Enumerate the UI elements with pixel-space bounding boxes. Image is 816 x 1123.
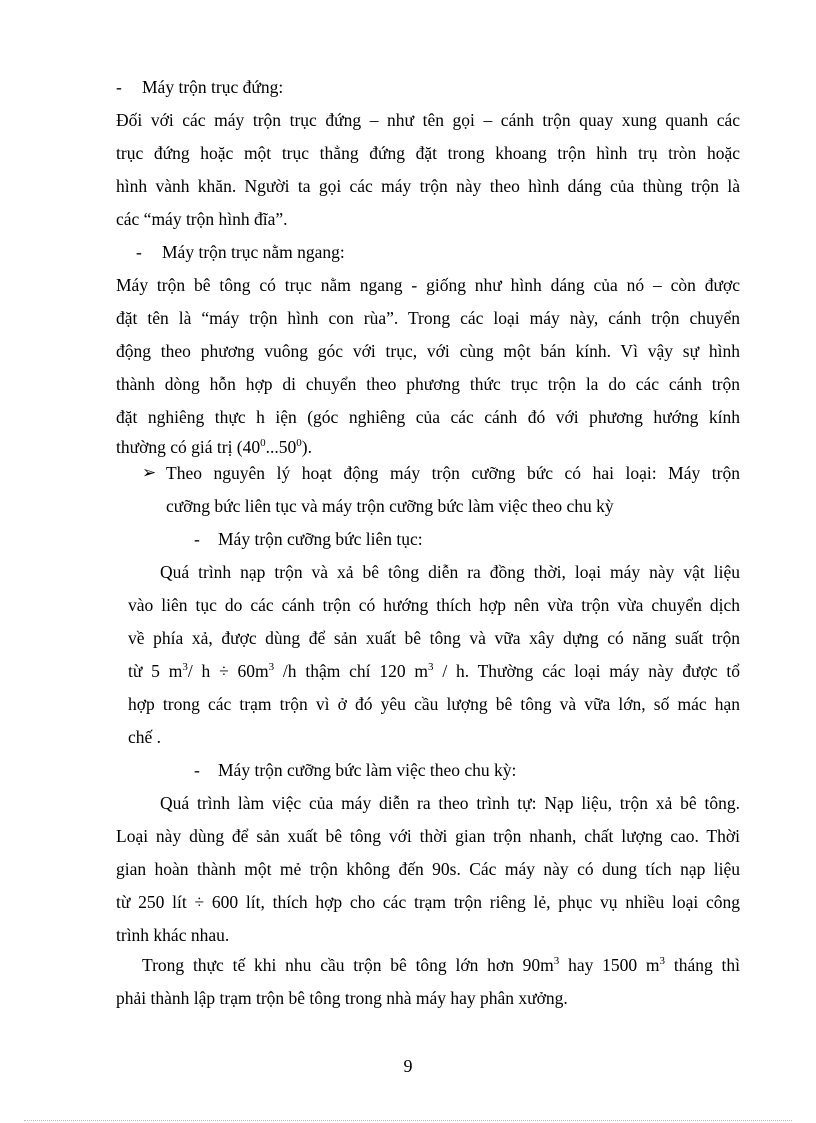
paragraph-line: chế . [128,727,162,747]
paragraph-line: trục đứng hoặc một trục thẳng đứng đặt trong khoang trộn hình trụ tròn hoặc [116,143,740,163]
paragraph-line: gian hoàn thành một mẻ trộn không đến 90s. Các máy này có dung tích nạp liệu [116,859,740,879]
paragraph-line: phải thành lập trạm trộn bê tông trong nhà máy hay phân xưởng. [116,988,568,1008]
text-run: ). [301,437,312,457]
paragraph-line: Máy trộn bê tông có trục nằm ngang - giống như hình dáng của nó – còn được [116,275,740,295]
text-run: từ 5 m [128,661,183,681]
text-run: Trong thực tế khi nhu cầu trộn bê tông lớn hơn 90m [142,955,554,975]
paragraph-line: Loại này dùng để sản xuất bê tông với thời gian trộn nhanh, chất lượng cao. Thời [116,826,740,846]
paragraph-line: hợp trong các trạm trộn vì ở đó yêu cầu lượng bê tông và vữa lớn, số mác hạn [128,694,740,714]
paragraph-line: cưỡng bức liên tục và máy trộn cưỡng bức làm việc theo chu kỳ [166,496,614,516]
superscript: 0 [296,437,302,450]
paragraph-line: Đối với các máy trộn trục đứng – như tên gọi – cánh trộn quay xung quanh các [116,110,740,130]
text-run: ...50 [265,437,297,457]
heading-horizontal-mixer: Máy trộn trục nằm ngang: [162,242,345,262]
paragraph-line: vào liên tục do các cánh trộn có hướng thích hợp nên vừa trộn vừa chuyển dịch [128,595,740,615]
footer-divider [24,1120,792,1121]
list-dash: - [136,242,142,262]
heading-vertical-mixer: Máy trộn trục đứng: [142,77,284,97]
paragraph-line: thành dòng hỗn hợp di chuyển theo phương thức trục trộn la do các cánh trộn [116,374,740,394]
list-dash: - [194,529,200,549]
text-run: tháng thì [665,955,740,975]
superscript: 3 [659,955,666,968]
paragraph-line: Theo nguyên lý hoạt động máy trộn cưỡng bức có hai loại: Máy trộn [166,463,740,483]
heading-continuous-mixer: Máy trộn cưỡng bức liên tục: [218,529,423,549]
list-dash: - [194,760,200,780]
paragraph-line: từ 250 lít ÷ 600 lít, thích hợp cho các trạm trộn riêng lẻ, phục vụ nhiều loại công [116,892,740,912]
text-run: hay 1500 m [559,955,660,975]
superscript: 3 [268,661,275,674]
paragraph-line: về phía xả, được dùng để sản xuất bê tông và vữa xây dựng có năng suất trộn [128,628,740,648]
page-number: 9 [403,1056,413,1076]
paragraph-line [128,660,740,682]
text-run: /h thậm chí 120 m [274,661,429,681]
superscript: 3 [553,955,560,968]
paragraph-line: đặt nghiêng thực h iện (góc nghiêng của các cánh đó với phương hướng kính [116,407,740,427]
paragraph-line: trình khác nhau. [116,925,230,945]
paragraph-line: các “máy trộn hình đĩa”. [116,209,288,229]
paragraph-line: đặt tên là “máy trộn hình con rùa”. Trong các loại máy này, cánh trộn chuyển [116,308,740,328]
superscript: 0 [260,437,266,450]
text-run: / h ÷ 60m [187,661,269,681]
paragraph-line [116,436,312,458]
superscript: 3 [182,661,188,674]
text-run: thường có giá trị (40 [116,437,261,457]
paragraph-line: động theo phương vuông góc với trục, với cùng một bán kính. Vì vậy sự hình [116,341,740,361]
paragraph-line: Quá trình làm việc của máy diễn ra theo trình tự: Nạp liệu, trộn xả bê tông. [160,793,740,813]
list-dash: - [116,77,122,97]
arrow-bullet-icon: ➢ [142,463,157,482]
paragraph-line: Quá trình nạp trộn và xả bê tông diễn ra đồng thời, loại máy này vật liệu [160,562,740,582]
superscript: 3 [428,661,434,674]
paragraph-line: hình vành khăn. Người ta gọi các máy trộn này theo hình dáng của thùng trộn là [116,176,740,196]
paragraph-line [142,954,740,976]
heading-cyclic-mixer: Máy trộn cưỡng bức làm việc theo chu kỳ: [218,760,517,780]
text-run: / h. Thường các loại máy này được tổ [433,661,740,681]
